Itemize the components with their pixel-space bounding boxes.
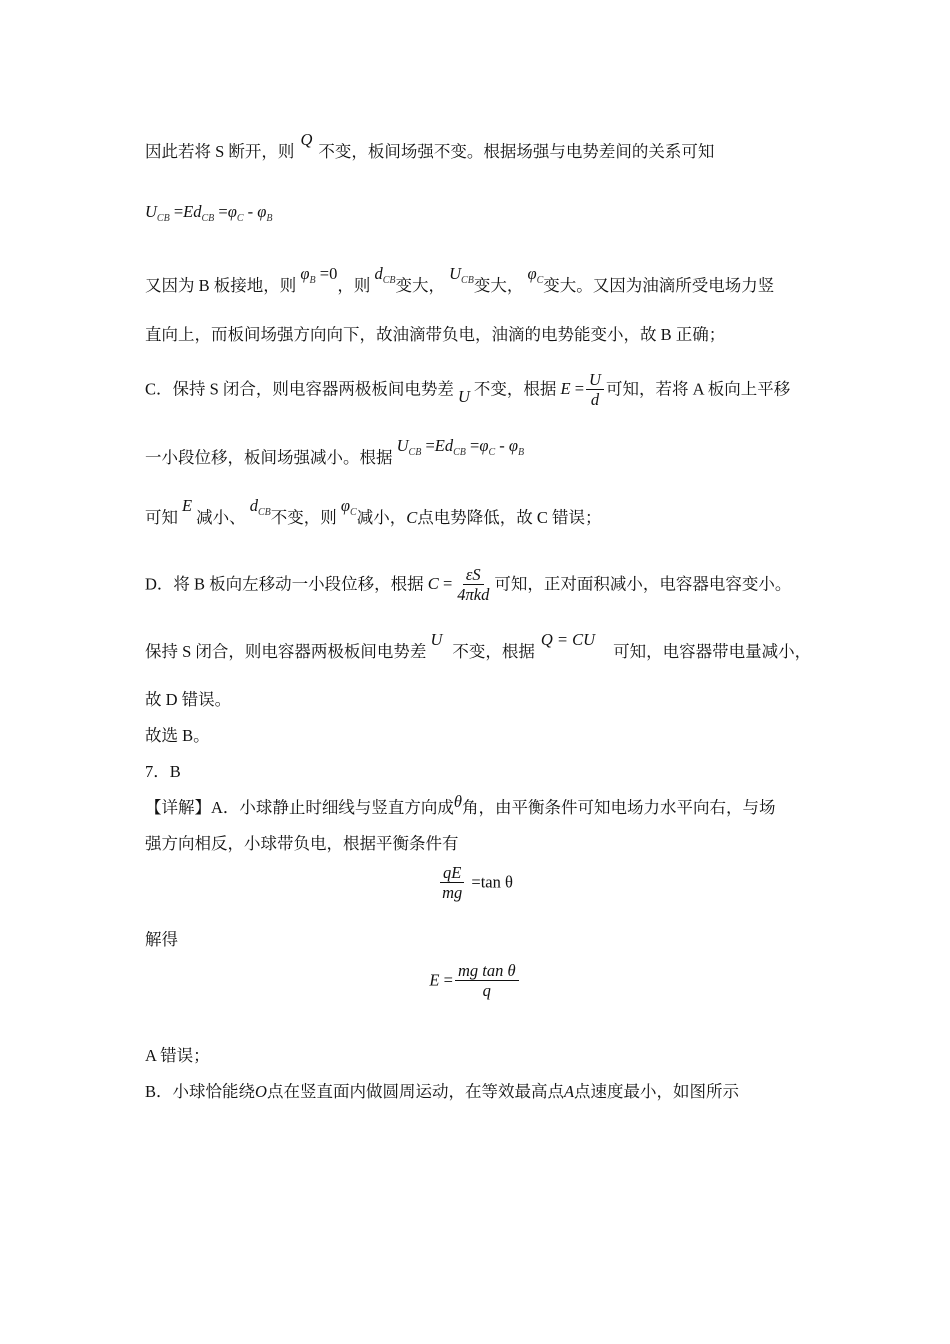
math-e: E — [182, 496, 193, 515]
minus: - — [499, 436, 505, 455]
formula-phic — [340, 496, 357, 518]
fraction — [439, 864, 465, 903]
sub-cb: CB — [408, 447, 422, 458]
math-a: A — [563, 1082, 575, 1101]
math-d: d — [444, 436, 454, 455]
sub-c: C — [350, 507, 357, 518]
sub-cb: CB — [201, 213, 215, 224]
text: 不变，板间场强不变。根据场强与电势差间的关系可知 — [318, 142, 715, 161]
paragraph-s-open — [145, 130, 715, 163]
formula-dcb — [374, 264, 396, 286]
minus: - — [247, 202, 254, 221]
text: 保持 S 闭合，则电容器两极板间电势差 — [145, 642, 427, 661]
paragraph-d — [145, 566, 791, 605]
sub-b: B — [518, 447, 525, 458]
text: C．保持 S 闭合，则电容器两极板间电势差 — [145, 379, 454, 399]
formula-e-result — [0, 962, 950, 1001]
text: 可知，正对面积减小，电容器电容变小。 — [494, 574, 792, 594]
eq: = — [470, 436, 480, 455]
math-c: C — [406, 508, 418, 527]
formula-qe-mg-tan — [0, 864, 950, 903]
eq: = — [471, 872, 481, 892]
text: 直向上，而板间场强方向向下，故油滴带负电，油滴的电势能变小，故 B 正确； — [145, 325, 726, 344]
math-e: E — [560, 379, 571, 399]
paragraph-7a — [145, 792, 776, 819]
solve-label — [145, 929, 178, 951]
formula-dcb — [249, 496, 271, 518]
sub-c: C — [236, 213, 244, 224]
text: 【详解】A．小球静止时细线与竖直方向成 — [145, 798, 454, 817]
fraction — [586, 371, 604, 410]
math-phi: φ — [340, 496, 351, 515]
paragraph-c — [145, 371, 790, 410]
math-phi: φ — [300, 264, 310, 283]
text: 一小段位移，板间场强减小。根据 — [145, 448, 393, 467]
math-phi: φ — [479, 436, 489, 455]
eq: = — [442, 574, 453, 594]
fraction — [454, 566, 492, 605]
tan-theta: tan θ — [480, 872, 513, 892]
math-q: Q — [300, 130, 313, 149]
paragraph-7b — [145, 1081, 739, 1103]
text: 点电势降低，故 C 错误； — [417, 508, 602, 527]
text: A 错误； — [145, 1046, 210, 1065]
sub-cb: CB — [382, 275, 396, 286]
text: 不变，根据 — [452, 642, 535, 661]
paragraph-c-cont — [145, 436, 525, 476]
formula-phib-zero — [300, 264, 338, 286]
text: 故选 B。 — [145, 726, 210, 745]
sub-c: C — [488, 447, 496, 458]
denominator: mg — [442, 883, 463, 902]
math-phi: φ — [508, 436, 519, 455]
sub-cb: CB — [257, 507, 271, 518]
text: D．将 B 板向左移动一小段位移，根据 — [145, 574, 424, 594]
math-d: d — [374, 264, 383, 283]
text: 可知，若将 A 板向上平移 — [605, 379, 791, 399]
math-e: E — [434, 436, 445, 455]
text: 强方向相反，小球带负电，根据平衡条件有 — [145, 834, 459, 853]
math-phi: φ — [227, 202, 237, 221]
question-7-heading — [145, 761, 181, 783]
formula-ucb-2 — [396, 436, 525, 458]
formula-q-cu: Q = CU — [540, 630, 596, 649]
text: 可知，电容器带电量减小， — [613, 642, 812, 661]
text: 又因为 B 板接地，则 — [145, 276, 297, 295]
text: 7．B — [145, 762, 181, 781]
formula-capacitance — [427, 565, 495, 604]
answer-line — [145, 725, 210, 747]
text: ，则 — [337, 276, 371, 295]
numerator: U — [586, 371, 604, 390]
sub-cb: CB — [453, 447, 466, 458]
numerator: qE — [440, 864, 464, 883]
sub-cb: CB — [156, 213, 170, 224]
a-wrong — [145, 1045, 210, 1067]
text: 可知 — [145, 508, 178, 527]
math-phi: φ — [527, 264, 537, 283]
math-u: U — [396, 436, 409, 455]
math-theta: θ — [453, 792, 463, 811]
math-d: d — [249, 496, 258, 515]
math-u: U — [449, 264, 462, 283]
eq: = — [425, 436, 435, 455]
text: 减小， — [356, 508, 407, 527]
sub-b: B — [266, 213, 273, 224]
formula-phic — [527, 264, 544, 286]
numerator: εS — [463, 566, 484, 585]
text: 变大， — [395, 276, 445, 295]
eq: = — [574, 379, 585, 399]
math-e: E — [183, 202, 194, 221]
eq: = — [443, 970, 453, 990]
text: 角，由平衡条件可知电场力水平向右，与场 — [462, 798, 776, 817]
sub-c: C — [536, 275, 544, 286]
text: 点速度最小，如图所示 — [574, 1082, 740, 1101]
zero: 0 — [329, 264, 338, 283]
eq: = — [173, 202, 184, 221]
fraction — [455, 962, 519, 1001]
text: 不变，根据 — [473, 379, 557, 399]
math-phi: φ — [257, 202, 267, 221]
text: 减小、 — [196, 508, 246, 527]
text: 故 D 错误。 — [145, 690, 232, 709]
math-u: U — [430, 630, 443, 649]
math-o: O — [255, 1082, 267, 1101]
numerator: mg tan θ — [455, 962, 519, 981]
text: 变大， — [473, 276, 524, 295]
math-c: C — [427, 574, 439, 594]
formula-e-u-over-d — [560, 370, 605, 409]
text: 因此若将 S 断开，则 — [145, 142, 295, 161]
text: 不变，则 — [270, 508, 337, 527]
formula-ucb — [449, 264, 474, 286]
math-d: d — [193, 202, 202, 221]
denominator: q — [482, 981, 491, 1000]
denominator: 4πkd — [457, 585, 490, 604]
paragraph-7a-cont — [145, 833, 459, 855]
eq: = — [319, 264, 330, 283]
paragraph-d-cont — [145, 630, 812, 663]
denominator: d — [590, 390, 600, 409]
sub-b: B — [309, 275, 316, 286]
text: B．小球恰能绕 — [145, 1082, 256, 1101]
paragraph-d-wrong — [145, 689, 231, 711]
eq: = — [218, 202, 228, 221]
text: 变大。又因为油滴所受电场力竖 — [543, 276, 775, 295]
paragraph-c-result — [145, 496, 602, 536]
text: 解得 — [145, 930, 178, 949]
text: 点在竖直面内做圆周运动，在等效最高点 — [266, 1082, 564, 1101]
paragraph-b-grounded — [145, 264, 775, 304]
paragraph-b-correct — [145, 324, 725, 346]
sub-cb: CB — [461, 275, 474, 286]
math-u: U — [457, 387, 470, 407]
formula-ucb-1 — [145, 201, 273, 230]
math-u: U — [145, 202, 157, 221]
math-e: E — [429, 970, 440, 990]
